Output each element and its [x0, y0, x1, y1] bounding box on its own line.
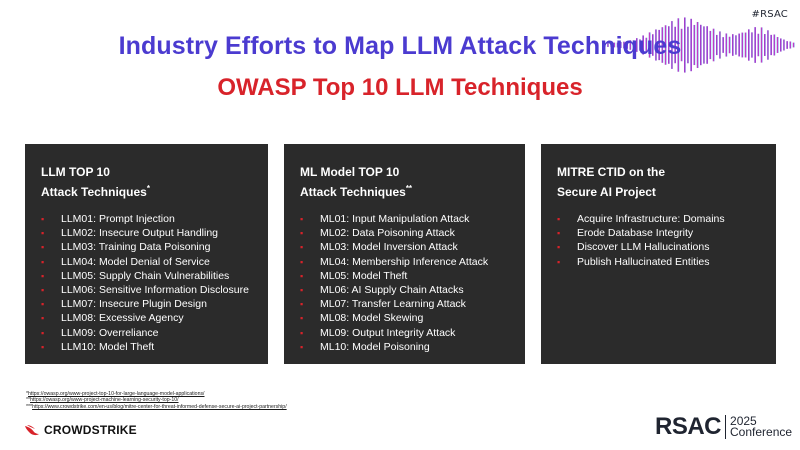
- bullet-square-icon: ▪: [300, 285, 304, 296]
- footnote-link[interactable]: https://www.crowdstrike.com/en-us/blog/mitre-center-for-threat-informed-defense-secure-ai-project-partnership/: [32, 403, 287, 410]
- technique-label: Acquire Infrastructure: Domains: [577, 213, 725, 225]
- bullet-square-icon: ▪: [557, 242, 561, 253]
- footnote-mark: *: [146, 184, 150, 193]
- technique-label: LLM08: Excessive Agency: [61, 312, 184, 325]
- technique-item: [300, 340, 525, 354]
- bullet-square-icon: ▪: [41, 327, 45, 338]
- technique-label: ML10: Model Poisoning: [320, 340, 430, 353]
- footnote-mark: ***: [26, 403, 33, 410]
- technique-label: Erode Database Integrity: [577, 227, 694, 240]
- panel-title-line1: MITRE CTID on the: [557, 165, 665, 179]
- footnote-mark: *: [26, 391, 29, 397]
- bullet-square-icon: ▪: [557, 228, 561, 239]
- technique-item: [557, 255, 776, 269]
- technique-item: [41, 226, 268, 240]
- technique-label: ML05: Model Theft: [320, 269, 408, 282]
- technique-item: [300, 297, 525, 311]
- panel-title-line2: Attack Techniques**: [300, 184, 413, 199]
- technique-list: [300, 212, 525, 354]
- technique-item: [300, 226, 525, 240]
- technique-item: [300, 326, 525, 340]
- technique-item: [41, 283, 268, 297]
- technique-item: [41, 255, 268, 269]
- hashtag: #RSAC: [751, 9, 788, 20]
- technique-label: LLM01: Prompt Injection: [61, 213, 175, 225]
- technique-item: [41, 297, 268, 311]
- panel-mitre-ctid: [541, 144, 776, 364]
- technique-label: LLM06: Sensitive Information Disclosure: [61, 284, 249, 297]
- bullet-square-icon: ▪: [41, 299, 45, 310]
- bullet-square-icon: ▪: [41, 313, 45, 324]
- technique-item: [300, 255, 525, 269]
- rsac-wordmark: RSAC: [655, 413, 722, 440]
- technique-label: LLM04: Model Denial of Service: [61, 255, 210, 268]
- technique-label: ML06: AI Supply Chain Attacks: [320, 284, 464, 297]
- technique-item: [300, 212, 525, 226]
- crowdstrike-logo: [24, 423, 137, 437]
- rsac-logo: [655, 413, 792, 441]
- footnote-link[interactable]: https://owasp.org/www-project-machine-learning-security-top-10/: [30, 397, 179, 404]
- technique-list: [557, 212, 776, 269]
- footnote-link[interactable]: https://owasp.org/www-project-top-10-for-large-language-model-applications/: [28, 391, 205, 397]
- panel-llm-top10: [25, 144, 268, 364]
- bullet-square-icon: ▪: [41, 341, 45, 352]
- technique-label: LLM02: Insecure Output Handling: [61, 227, 219, 240]
- bullet-square-icon: ▪: [41, 270, 45, 281]
- panel-title: [300, 162, 525, 202]
- technique-label: Publish Hallucinated Entities: [577, 255, 710, 268]
- technique-item: [41, 240, 268, 254]
- technique-label: ML09: Output Integrity Attack: [320, 326, 456, 339]
- bullet-square-icon: ▪: [300, 214, 304, 224]
- rsac-event-label: Conference: [730, 425, 793, 439]
- technique-label: ML03: Model Inversion Attack: [320, 241, 458, 254]
- panel-ml-top10: [284, 144, 525, 364]
- crowdstrike-wordmark: CROWDSTRIKE: [44, 423, 137, 437]
- footnotes: [26, 391, 287, 410]
- technique-item: [41, 269, 268, 283]
- logo-divider: [725, 415, 726, 439]
- technique-label: LLM05: Supply Chain Vulnerabilities: [61, 269, 230, 282]
- technique-item: [300, 240, 525, 254]
- technique-label: ML07: Transfer Learning Attack: [320, 298, 466, 311]
- bullet-square-icon: ▪: [41, 242, 45, 253]
- bullet-square-icon: ▪: [300, 228, 304, 239]
- panel-title: [41, 162, 268, 202]
- bullet-square-icon: ▪: [41, 228, 45, 239]
- bullet-square-icon: ▪: [300, 313, 304, 324]
- technique-item: [300, 311, 525, 325]
- technique-item: [557, 240, 776, 254]
- technique-item: [557, 212, 776, 226]
- technique-label: LLM07: Insecure Plugin Design: [61, 298, 207, 311]
- bullet-square-icon: ▪: [300, 341, 304, 352]
- bullet-square-icon: ▪: [300, 256, 304, 267]
- bullet-square-icon: ▪: [300, 242, 304, 253]
- bullet-square-icon: ▪: [300, 299, 304, 310]
- technique-label: LLM09: Overreliance: [61, 326, 159, 339]
- bullet-square-icon: ▪: [557, 256, 561, 267]
- panel-title-line1: ML Model TOP 10: [300, 165, 400, 179]
- panel-title-line2: Attack Techniques*: [41, 184, 150, 199]
- slide-title: Industry Efforts to Map LLM Attack Techniques: [118, 32, 682, 60]
- panel-title-line1: LLM TOP 10: [41, 165, 110, 179]
- technique-label: LLM10: Model Theft: [61, 340, 155, 353]
- technique-label: LLM03: Training Data Poisoning: [61, 241, 211, 254]
- technique-item: [41, 340, 268, 354]
- bullet-square-icon: ▪: [41, 256, 45, 267]
- rsac-event: [730, 416, 792, 438]
- technique-item: [41, 212, 268, 226]
- panel-title: [557, 162, 776, 202]
- technique-item: [300, 269, 525, 283]
- technique-label: ML01: Input Manipulation Attack: [320, 213, 470, 225]
- technique-item: [557, 226, 776, 240]
- technique-label: ML04: Membership Inference Attack: [320, 255, 489, 268]
- rsac-year: 2025: [730, 414, 757, 428]
- bullet-square-icon: ▪: [557, 214, 561, 224]
- bullet-square-icon: ▪: [41, 285, 45, 296]
- technique-label: ML02: Data Poisoning Attack: [320, 227, 455, 240]
- falcon-logo-icon: [24, 424, 40, 436]
- bullet-square-icon: ▪: [300, 270, 304, 281]
- footnote: [26, 404, 287, 410]
- panel-title-line2: Secure AI Project: [557, 185, 656, 199]
- technique-label: ML08: Model Skewing: [320, 312, 424, 325]
- technique-item: [300, 283, 525, 297]
- bullet-square-icon: ▪: [300, 327, 304, 338]
- technique-item: [41, 311, 268, 325]
- bullet-square-icon: ▪: [41, 214, 45, 224]
- technique-label: Discover LLM Hallucinations: [577, 241, 710, 254]
- footnote-mark: **: [26, 397, 31, 404]
- technique-item: [41, 326, 268, 340]
- footnote-mark: **: [405, 184, 413, 193]
- technique-list: [41, 212, 268, 354]
- slide-subtitle: OWASP Top 10 LLM Techniques: [217, 74, 583, 101]
